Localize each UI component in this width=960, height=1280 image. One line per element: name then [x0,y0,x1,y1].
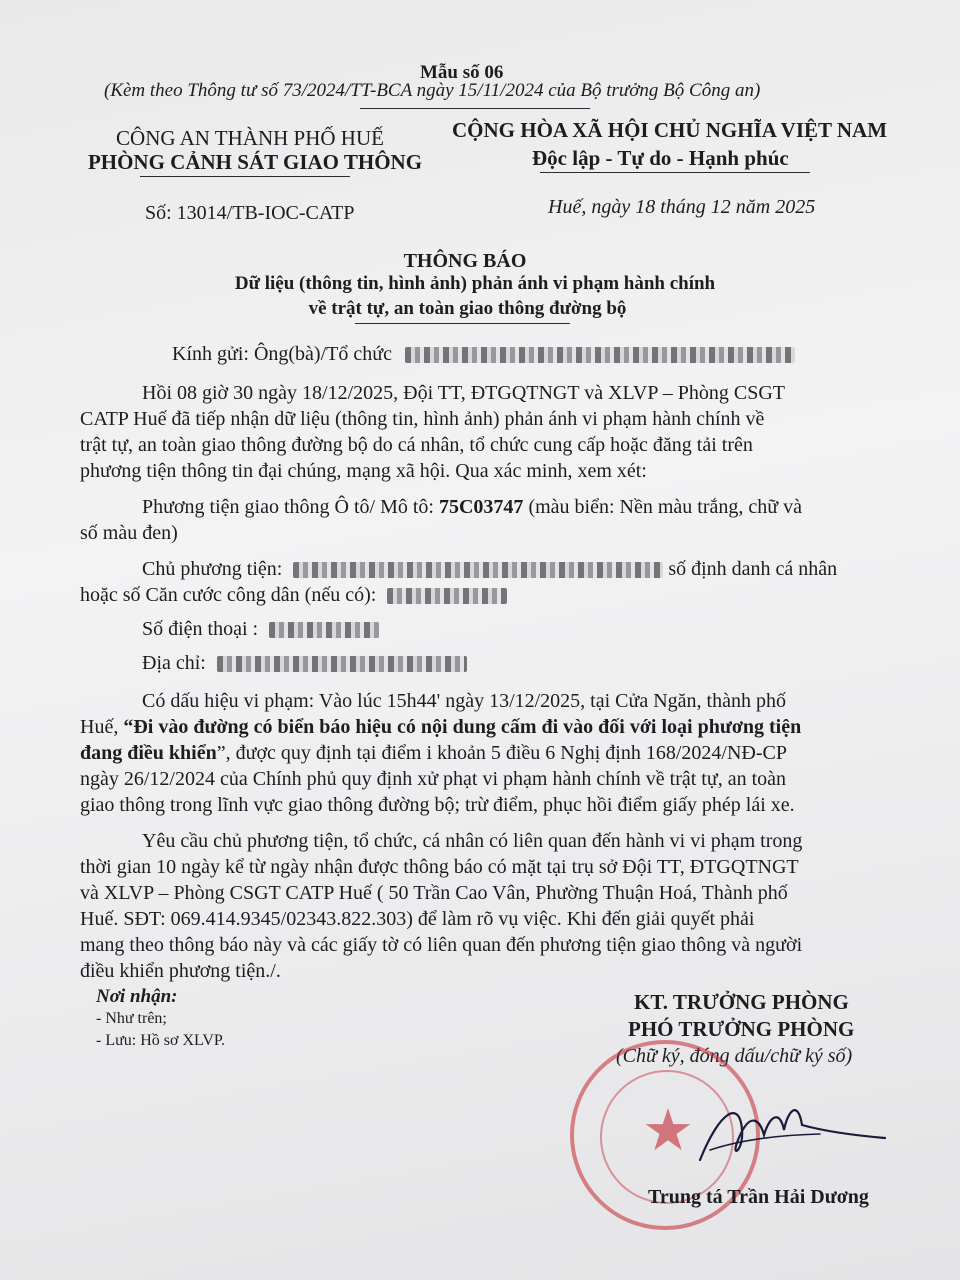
signer-name: Trung tá Trần Hải Dương [648,1186,869,1208]
document-title: THÔNG BÁO [403,250,527,272]
request-line: điều khiển phương tiện./. [80,960,281,982]
intro-line: trật tự, an toàn giao thông đường bộ do cá nhân, tổ chức cung cấp hoặc đăng tải trên [80,434,753,456]
agency-department: PHÒNG CẢNH SÁT GIAO THÔNG [87,150,423,174]
divider [540,172,810,173]
owner-label: Chủ phương tiện: [142,558,283,580]
license-plate: 75C03747 [438,496,524,518]
place-date: Huế, ngày 18 tháng 12 năm 2025 [548,196,816,218]
violation-legal-basis: ”, được quy định tại điểm i khoản 5 điều 6 Nghị định 168/2024/NĐ-CP [216,742,787,764]
id-row [80,584,507,607]
signature-position: PHÓ TRƯỞNG PHÒNG [628,1017,855,1041]
vehicle-info-cont: số màu đen) [80,522,178,544]
violation-description: “Đi vào đường có biển báo hiệu có nội dung cấm đi vào đối với loại phương tiện [123,716,802,738]
signature-note: (Chữ ký, đóng dấu/chữ ký số) [616,1045,853,1067]
redacted-recipient [405,347,795,363]
star-icon: ★ [642,1096,694,1164]
redacted-phone [269,622,379,638]
violation-line [80,742,787,765]
document-number: Số: 13014/TB-IOC-CATP [145,202,355,224]
owner-row [142,558,837,581]
request-line: thời gian 10 ngày kể từ ngày nhận được thông báo có mặt tại trụ sở Đội TT, ĐTGQTNGT [80,856,799,878]
nation-title: CỘNG HÒA XÃ HỘI CHỦ NGHĨA VIỆT NAM [452,118,888,142]
request-line: Huế. SĐT: 069.414.9345/02343.822.303) để làm rõ vụ việc. Khi đến giải quyết phải [80,908,755,930]
violation-line: Có dấu hiệu vi phạm: Vào lúc 15h44' ngày 13/12/2025, tại Cửa Ngăn, thành phố [142,690,786,712]
recipient-item: - Lưu: Hồ sơ XLVP. [96,1032,225,1049]
vehicle-info [142,496,802,519]
intro-line: CATP Huế đã tiếp nhận dữ liệu (thông tin, hình ảnh) phản ánh vi phạm hành chính về [80,408,765,430]
handwritten-signature [680,1090,900,1180]
violation-line: giao thông trong lĩnh vực giao thông đường bộ; trừ điểm, phục hồi điểm giấy phép lái xe. [80,794,795,816]
divider [355,323,570,324]
nation-motto: Độc lập - Tự do - Hạnh phúc [532,146,789,170]
request-line: và XLVP – Phòng CSGT CATP Huế ( 50 Trần Cao Vân, Phường Thuận Hoá, Thành phố [80,882,788,904]
intro-line: Hồi 08 giờ 30 ngày 18/12/2025, Đội TT, ĐTGQTNGT và XLVP – Phòng CSGT [142,382,785,404]
id-label: hoặc số Căn cước công dân (nếu có): [80,584,377,606]
form-number: Mẫu số 06 [420,62,504,83]
redacted-address [217,656,467,672]
phone-row [142,618,379,641]
form-note: (Kèm theo Thông tư số 73/2024/TT-BCA ngày 15/11/2024 của Bộ trưởng Bộ Công an) [104,80,761,101]
phone-label: Số điện thoại : [142,618,259,640]
address-row [142,652,467,675]
violation-description-cont: đang điều khiển [80,742,217,764]
greeting [172,343,795,366]
agency-name: CÔNG AN THÀNH PHỐ HUẾ [116,126,384,150]
divider [360,108,590,109]
violation-line: ngày 26/12/2024 của Chính phủ quy định xử phạt vi phạm hành chính về trật tự, an toàn [80,768,787,790]
redacted-owner [293,562,663,578]
vehicle-label: Phương tiện giao thông Ô tô/ Mô tô: [142,496,434,518]
document-subtitle-1: Dữ liệu (thông tin, hình ảnh) phản ánh vi phạm hành chính [234,273,716,294]
recipients-label: Nơi nhận: [96,986,178,1007]
request-line: Yêu cầu chủ phương tiện, tổ chức, cá nhân có liên quan đến hành vi vi phạm trong [142,830,803,852]
intro-line: phương tiện thông tin đại chúng, mạng xã hội. Qua xác minh, xem xét: [80,460,647,482]
redacted-id [387,588,507,604]
signature-title: KT. TRƯỞNG PHÒNG [634,990,849,1014]
divider [140,176,350,177]
plate-color-note: (màu biển: Nền màu trắng, chữ và [528,496,802,518]
request-line: mang theo thông báo này và các giấy tờ có liên quan đến phương tiện giao thông và người [80,934,803,956]
violation-place: Huế, [80,716,124,738]
document-subtitle-2: về trật tự, an toàn giao thông đường bộ [308,298,627,319]
owner-id-label: số định danh cá nhân [668,558,838,580]
recipient-item: - Như trên; [96,1010,167,1027]
violation-line [80,716,801,739]
address-label: Địa chỉ: [142,652,206,674]
greeting-label: Kính gửi: Ông(bà)/Tổ chức [172,343,392,365]
